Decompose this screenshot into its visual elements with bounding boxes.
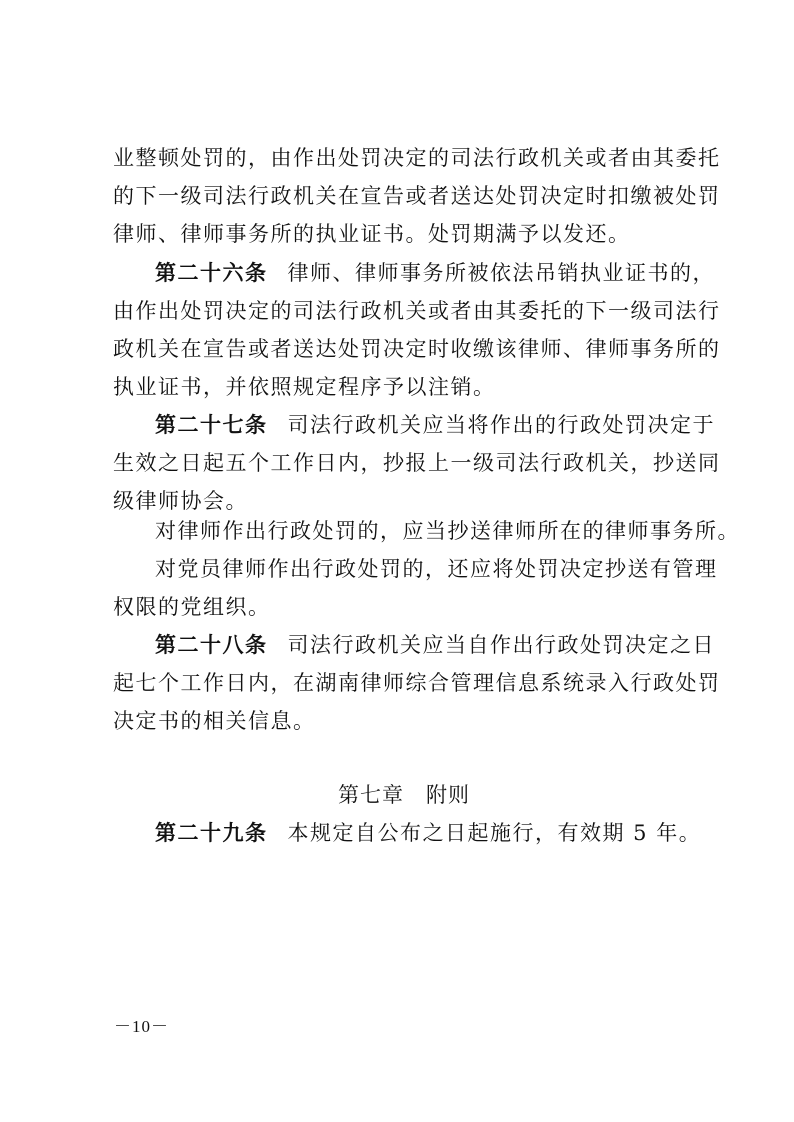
body-line <box>113 708 316 734</box>
line-text: 本规定自公布之日起施行，有效期 5 年。 <box>287 821 702 845</box>
line-text: 对律师作出行政处罚的，应当抄送律师所在的律师事务所。 <box>155 519 740 543</box>
line-text: 由作出处罚决定的司法行政机关或者由其委托的下一级司法行 <box>113 299 721 323</box>
body-line <box>155 518 740 544</box>
body-line <box>113 298 721 324</box>
line-text: 律师、律师事务所被依法吊销执业证书的， <box>287 261 715 285</box>
line-text: 司法行政机关应当将作出的行政处罚决定于 <box>287 413 715 437</box>
body-line <box>113 145 721 171</box>
line-text: 的下一级司法行政机关在宣告或者送达处罚决定时扣缴被处罚 <box>113 184 721 208</box>
line-text: 生效之日起五个工作日内，抄报上一级司法行政机关，抄送同 <box>113 451 721 475</box>
body-line <box>113 594 271 620</box>
article-number: 第二十九条 <box>155 821 268 845</box>
line-text: 律师、律师事务所的执业证书。处罚期满予以发还。 <box>113 222 631 246</box>
article-26 <box>155 260 715 286</box>
line-text: 业整顿处罚的，由作出处罚决定的司法行政机关或者由其委托 <box>113 146 721 170</box>
line-text: 起七个工作日内，在湖南律师综合管理信息系统录入行政处罚 <box>113 671 721 695</box>
body-line <box>113 450 721 476</box>
page-number: －10－ <box>114 1017 169 1036</box>
chapter-title: 第七章 附则 <box>338 783 470 807</box>
line-text: 政机关在宣告或者送达处罚决定时收缴该律师、律师事务所的 <box>113 337 721 361</box>
article-number: 第二十六条 <box>155 261 268 285</box>
line-text: 对党员律师作出行政处罚的，还应将处罚决定抄送有管理 <box>155 557 718 581</box>
article-number: 第二十八条 <box>155 633 268 657</box>
body-line <box>113 336 721 362</box>
line-text: 级律师协会。 <box>113 489 248 513</box>
line-text: 决定书的相关信息。 <box>113 709 316 733</box>
body-line <box>113 183 721 209</box>
article-28 <box>155 632 715 658</box>
article-27 <box>155 412 715 438</box>
line-text: 执业证书，并依照规定程序予以注销。 <box>113 375 496 399</box>
article-number: 第二十七条 <box>155 413 268 437</box>
body-line <box>113 670 721 696</box>
body-line <box>155 556 718 582</box>
body-line <box>113 488 248 514</box>
article-29 <box>155 820 701 846</box>
body-line <box>113 221 631 247</box>
body-line <box>113 374 496 400</box>
line-text: 司法行政机关应当自作出行政处罚决定之日 <box>287 633 715 657</box>
line-text: 权限的党组织。 <box>113 595 271 619</box>
